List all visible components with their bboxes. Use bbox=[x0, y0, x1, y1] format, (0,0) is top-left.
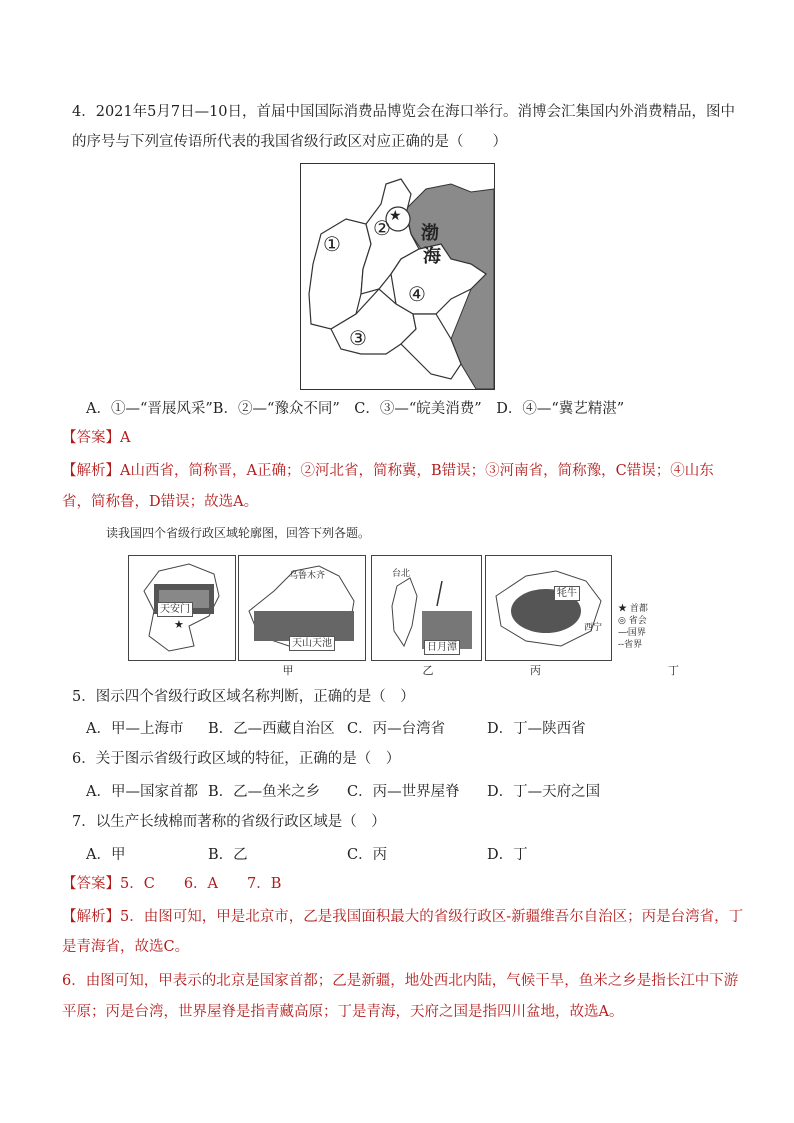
panel-bing bbox=[371, 555, 541, 677]
q6-analysis-line2: 平原；丙是台湾，世界屋脊是指青藏高原；丁是青海，天府之国是指四川盆地，故选A。 bbox=[62, 1004, 624, 1020]
q4-stem-line1: 4．2021年5月7日—10日，首届中国国际消费品博览会在海口举行。消博会汇集国内外消费精品，图中 bbox=[72, 104, 736, 120]
q4-map-figure bbox=[300, 163, 495, 390]
region-4-label: ④ bbox=[408, 282, 426, 306]
q4-answer: 【答案】A bbox=[62, 430, 131, 446]
map-legend: ★ 首都 ◎ 省会 —·国界 --省界 bbox=[618, 603, 668, 651]
tiananmen-tag: 天安门 bbox=[157, 602, 193, 617]
yak-tag: 牦牛 bbox=[554, 586, 580, 601]
panel-jia bbox=[128, 555, 294, 677]
tianchi-tag: 天山天池 bbox=[289, 636, 335, 651]
sun-moon-lake-tag: 日月潭 bbox=[424, 640, 460, 655]
region-3-label: ③ bbox=[349, 326, 367, 350]
capital-star-icon: ★ bbox=[174, 618, 184, 631]
q6-option-c: C．丙—世界屋脊 bbox=[347, 784, 460, 800]
panel-ding-label: 丁 bbox=[668, 664, 679, 677]
q7-stem: 7．以生产长绒棉而著称的省级行政区域是（ ） bbox=[72, 814, 386, 830]
legend-provincial-border: 省界 bbox=[624, 640, 643, 650]
q5-analysis-line1: 【解析】5．由图可知，甲是北京市，乙是我国面积最大的省级行政区-新疆维吾尔自治区；丙是台湾省，丁 bbox=[62, 909, 744, 925]
sea-label-bo: 渤 bbox=[421, 223, 439, 244]
q4-stem-line2: 的序号与下列宣传语所代表的我国省级行政区对应正确的是（ ） bbox=[72, 134, 507, 150]
legend-national-border: 国界 bbox=[627, 628, 646, 638]
xining-label: 西宁 bbox=[584, 623, 603, 633]
legend-provincial-capital: ◎ 省会 bbox=[618, 616, 647, 626]
group-answer: 【答案】5．C 6．A 7．B bbox=[62, 876, 282, 892]
q7-option-b: B．乙 bbox=[208, 847, 248, 863]
region-2-label: ② bbox=[373, 216, 391, 240]
region-1-label: ① bbox=[323, 232, 341, 256]
q5-option-c: C．丙—台湾省 bbox=[347, 721, 446, 737]
capital-star-icon: ★ bbox=[389, 208, 402, 224]
urumqi-label: 乌鲁木齐 bbox=[289, 571, 326, 581]
q5-stem: 5．图示四个省级行政区域名称判断，正确的是（ ） bbox=[72, 689, 415, 705]
q5-analysis-line2: 是青海省，故选C。 bbox=[62, 939, 190, 955]
q5-option-a: A．甲—上海市 bbox=[86, 721, 184, 737]
q7-option-a: A．甲 bbox=[86, 847, 126, 863]
q6-option-a: A．甲—国家首都 bbox=[86, 784, 198, 800]
q7-option-d: D．丁 bbox=[487, 847, 528, 863]
q5-option-b: B．乙—西藏自治区 bbox=[208, 721, 335, 737]
legend-capital: ★ 首都 bbox=[618, 604, 648, 614]
q4-options: A．①—“晋展风采”B．②—“豫众不同” C．③—“皖美消费” D．④—“冀艺精湛” bbox=[86, 401, 625, 417]
q7-option-c: C．丙 bbox=[347, 847, 388, 863]
sea-label-hai: 海 bbox=[423, 246, 441, 267]
q6-option-d: D．丁—天府之国 bbox=[487, 784, 601, 800]
group-intro: 读我国四个省级行政区域轮廓图，回答下列各题。 bbox=[106, 526, 371, 540]
q5-option-d: D．丁—陕西省 bbox=[487, 721, 586, 737]
q4-map-svg bbox=[301, 164, 494, 389]
panel-jia-label: 甲 bbox=[282, 664, 294, 677]
q6-option-b: B．乙—鱼米之乡 bbox=[208, 784, 321, 800]
panel-yi-label: 乙 bbox=[422, 664, 434, 677]
taipei-label: 台北 bbox=[392, 569, 411, 579]
q6-analysis-line1: 6．由图可知，甲表示的北京是国家首都；乙是新疆，地处西北内陆，气候干旱，鱼米之乡是指长江中下游 bbox=[62, 973, 739, 989]
q6-stem: 6．关于图示省级行政区域的特征，正确的是（ ） bbox=[72, 751, 401, 767]
q4-analysis-line1: 【解析】A山西省，简称晋，A正确；②河北省，简称冀，B错误；③河南省，简称豫，C错误；④山东 bbox=[62, 463, 714, 479]
q4-analysis-line2: 省，简称鲁，D错误；故选A。 bbox=[62, 494, 259, 510]
four-provinces-figure bbox=[128, 555, 679, 680]
panel-bing-label: 丙 bbox=[530, 664, 541, 677]
